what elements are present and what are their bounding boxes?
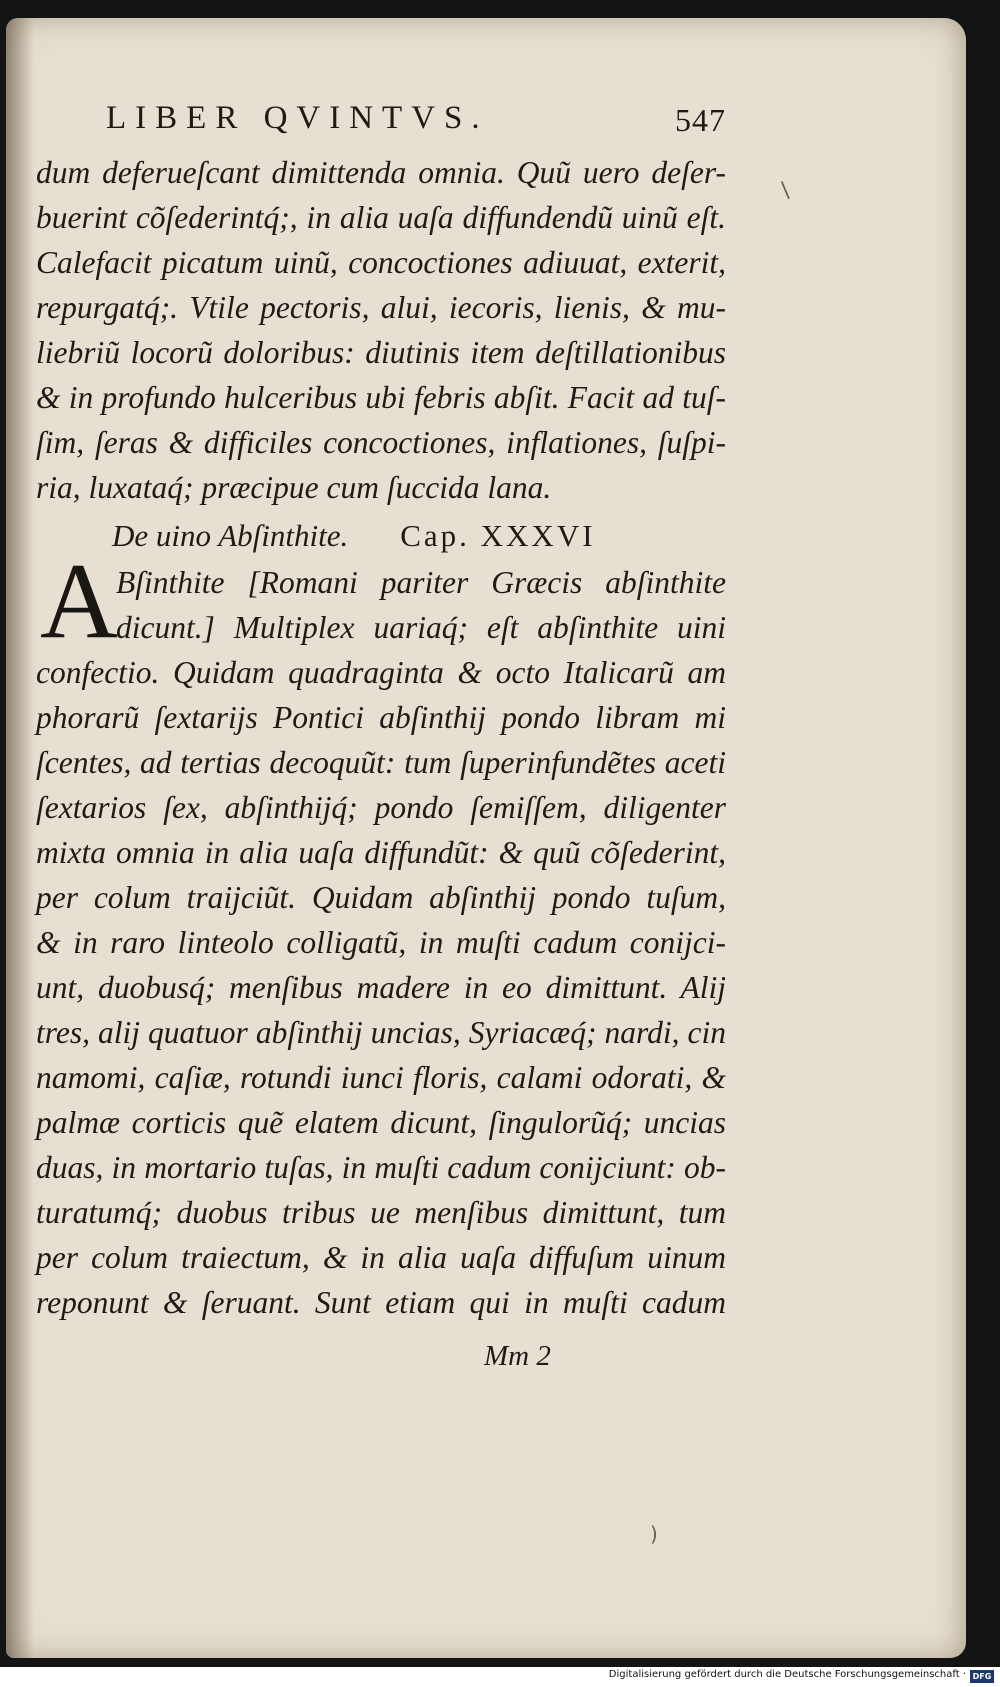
footer-credit-text: Digitalisierung gefördert durch die Deutsche Forschungsgemeinschaft · [608,1669,966,1680]
text-line: liebriũ locorũ doloribus: diutinis item deſtillationibus [36,335,726,370]
text-line: phorarũ ſextarijs Pontici abſinthij pondo libram mi [36,700,726,735]
paragraph-1 [36,150,726,510]
text-line: ſextarios ſex, abſinthijq́; pondo ſemiſſem, diligenter [36,790,726,825]
text-line: reponunt & ſeruant. Sunt etiam qui in muſti cadum [36,1285,726,1320]
text-line: ſim, ſeras & difficiles concoctiones, inflationes, ſuſpi- [36,425,726,460]
text-line: per colum traijciũt. Quidam abſinthij pondo tuſum, [36,880,726,915]
text-line: per colum traiectum, & in alia uaſa diffuſum uinum [36,1240,726,1275]
chapter-title: De uino Abſinthite. [112,517,349,553]
text-line: ria, luxataq́; præcipue cum ſuccida lana. [36,470,552,505]
text-line: namomi, caſiæ, rotundi iunci floris, calami odorati, & [36,1060,726,1095]
text-line: duas, in mortario tuſas, in muſti cadum conijciunt: ob- [36,1150,726,1185]
text-line: unt, duobusq́; menſibus madere in eo dimittunt. Alij [36,970,726,1005]
paragraph-2 [36,542,726,1325]
text-line: confectio. Quidam quadraginta & octo Italicarũ am [36,655,726,690]
margin-tick-mark: ) [650,1522,658,1546]
signature-mark: Mm 2 [484,1340,551,1372]
text-line: turatumq́; duobus tribus ue menſibus dimittunt, tum [36,1195,726,1230]
text-line: tres, alij quatuor abſinthij uncias, Syriacæq́; nardi, cin [36,1015,726,1050]
text-line: palmæ corticis quẽ elatem dicunt, ſingulorũq́; uncias [36,1105,726,1140]
book-page [6,18,966,1658]
chapter-heading [36,510,726,560]
margin-tick-mark: / [774,178,797,203]
chapter-number: Cap. XXXVI [400,517,596,553]
text-line: & in profundo hulceribus ubi febris abſit. Facit ad tuſ- [36,380,726,415]
footer-bar [0,1667,1000,1687]
dfg-logo[interactable]: DFG [970,1670,994,1683]
text-line: dicunt.] Multiplex uariaq́; eſt abſinthite uini [116,610,726,645]
running-head-title: LIBER QVINTVS. [106,100,489,136]
drop-cap-initial: A [40,542,118,661]
text-line: & in raro linteolo colligatũ, in muſti cadum conijci- [36,925,726,960]
text-block [36,96,726,1325]
text-line: repurgatq́;. Vtile pectoris, alui, iecoris, lienis, & mu- [36,290,726,325]
text-line: buerint cõſederintq́;, in alia uaſa diffundendũ uinũ eſt. [36,200,726,235]
text-line: ſcentes, ad tertias decoquũt: tum ſuperinfundẽtes aceti [36,745,726,780]
text-line: mixta omnia in alia uaſa diffundũt: & quũ cõſederint, [36,835,726,870]
text-line: Calefacit picatum uinũ, concoctiones adiuuat, exterit, [36,245,726,280]
text-line: dum deferueſcant dimittenda omnia. Quũ uero deſer- [36,155,726,190]
text-line: Bſinthite [Romani pariter Græcis abſinthite [116,565,726,600]
running-head [36,96,726,150]
page-number: 547 [675,102,726,138]
